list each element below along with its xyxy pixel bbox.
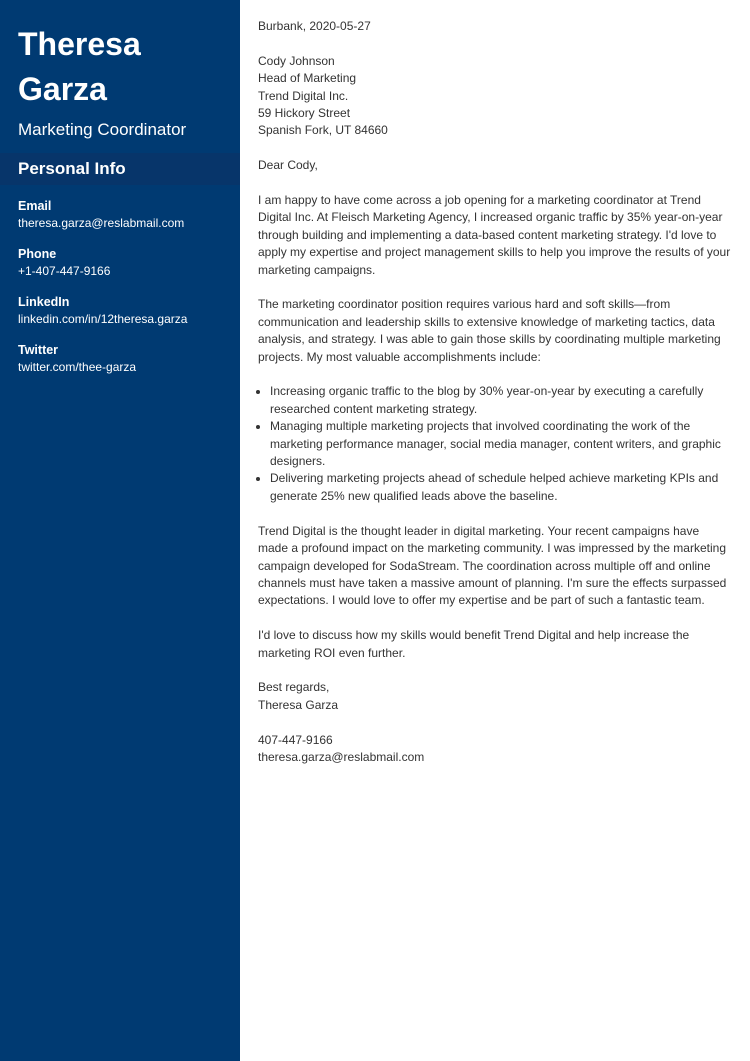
applicant-first-name: Theresa: [18, 26, 141, 62]
personal-info-header: Personal Info: [0, 153, 240, 185]
list-item: • Delivering marketing projects ahead of schedule helped achieve marketing KPIs and generate 25% new qualified leads above the baseline.: [270, 470, 732, 505]
contact-footer: [258, 732, 732, 767]
twitter-value: twitter.com/thee-garza: [18, 360, 137, 374]
phone-label: Phone: [18, 247, 57, 261]
paragraph-closing: I'd love to discuss how my skills would benefit Trend Digital and help increase the marketing ROI even further.: [258, 628, 690, 660]
sidebar: [0, 0, 240, 1061]
list-item: • Increasing organic traffic to the blog by 30% year-on-year by executing a carefully researched content marketing strategy.: [270, 383, 732, 418]
recipient-city: Spanish Fork, UT 84660: [258, 123, 388, 138]
date-line: Burbank, 2020-05-27: [258, 19, 371, 33]
paragraph-intro: I am happy to have come across a job opening for a marketing coordinator at Trend Digital Inc. At Fleisch Marketing Agency, I increased organic traffic by 35% year-on-year through building and implementing a data-based content marketing strategy. I'd love to apply my expertise and project management skills to help you improve the results of your marketing campaigns.: [258, 193, 731, 277]
accomplishments-list: [258, 383, 732, 505]
phone-value: +1-407-447-9166: [18, 264, 111, 278]
linkedin-label: LinkedIn: [18, 295, 70, 309]
recipient-company: Trend Digital Inc.: [258, 88, 349, 103]
recipient-name: Cody Johnson: [258, 53, 335, 68]
info-phone: [18, 245, 222, 280]
recipient-street: 59 Hickory Street: [258, 106, 351, 121]
personal-info: [0, 197, 240, 376]
email-label: Email: [18, 199, 52, 213]
salutation: Dear Cody,: [258, 158, 318, 173]
signature-name: Theresa Garza: [258, 697, 339, 712]
info-twitter: [18, 341, 222, 376]
recipient-address: [258, 53, 732, 140]
paragraph-company: Trend Digital is the thought leader in digital marketing. Your recent campaigns have made a profound impact on the marketing community. I was impressed by the marketing campaign developed for SodaStream. The coordination across multiple off and online channels must have taken a massive amount of planning. I'm sure the effects surpassed expectations. I would love to offer my expertise and be part of such a fantastic team.: [258, 523, 727, 608]
linkedin-value: linkedin.com/in/12theresa.garza: [18, 312, 188, 326]
job-title: Marketing Coordinator: [18, 120, 187, 139]
contact-phone: 407-447-9166: [258, 732, 333, 747]
list-item: • Managing multiple marketing projects that involved coordinating the work of the marketing performance manager, social media manager, content writers, and graphic designers.: [270, 418, 732, 470]
letter-body: [258, 18, 732, 766]
sign-off: [258, 679, 732, 714]
recipient-title: Head of Marketing: [258, 71, 357, 86]
closing-phrase: Best regards,: [258, 680, 330, 695]
info-email: [18, 197, 222, 232]
paragraph-skills: The marketing coordinator position requires various hard and soft skills—from communication and leadership skills to extensive knowledge of marketing tactics, data analysis, and strategy. I was able to gain those skills by coordinating multiple marketing projects. My most valuable accomplishments include:: [258, 297, 721, 364]
applicant-last-name: Garza: [18, 71, 107, 107]
email-value: theresa.garza@reslabmail.com: [18, 216, 185, 230]
info-linkedin: [18, 293, 222, 328]
contact-email: theresa.garza@reslabmail.com: [258, 749, 425, 764]
applicant-name: [0, 0, 240, 112]
twitter-label: Twitter: [18, 343, 59, 357]
